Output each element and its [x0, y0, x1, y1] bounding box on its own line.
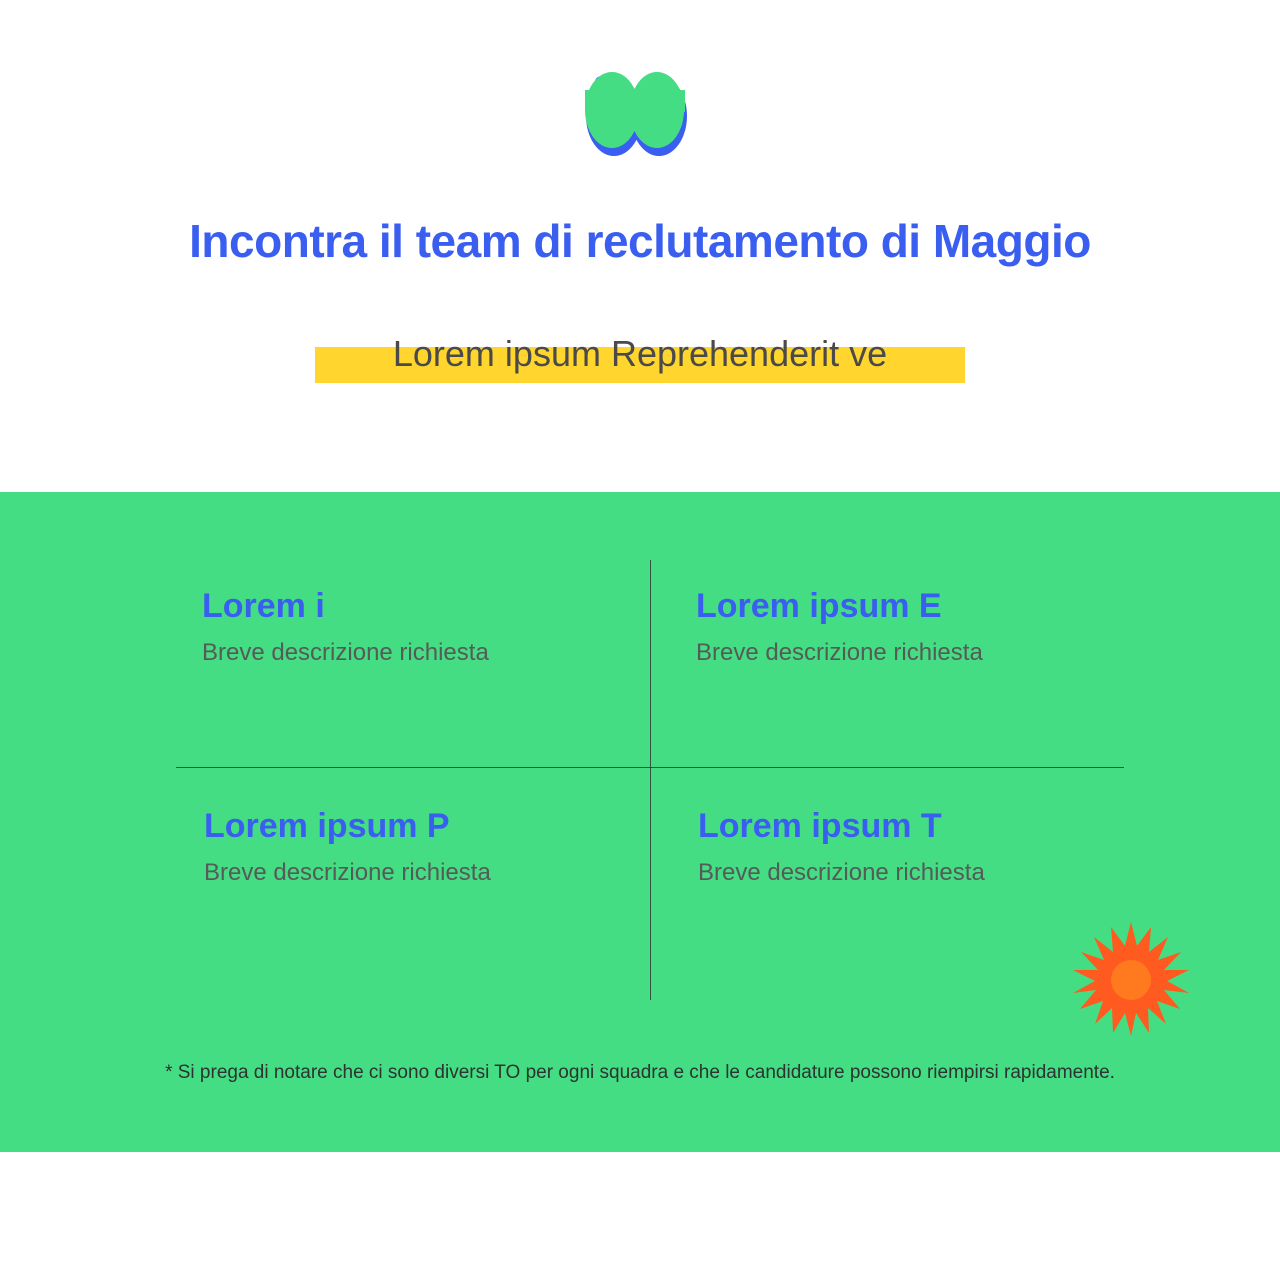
card-description: Breve descrizione richiesta [696, 639, 983, 667]
card-item[interactable] [698, 808, 1128, 888]
card-description: Breve descrizione richiesta [698, 859, 985, 887]
starburst-icon [1072, 920, 1190, 1038]
card-description: Breve descrizione richiesta [204, 859, 491, 887]
header [0, 0, 1280, 492]
card-item[interactable] [696, 588, 1126, 668]
grid-divider-vertical [650, 560, 651, 1000]
card-item[interactable] [202, 588, 632, 668]
grid-divider-horizontal [176, 767, 1124, 768]
footnote: * Si prega di notare che ci sono diversi TO per ogni squadra e che le candidature possono riempirsi rapidamente. [165, 1062, 1115, 1083]
content-panel [0, 492, 1280, 1152]
page-subtitle: Lorem ipsum Reprehenderit ve [392, 333, 888, 375]
card-title: Lorem ipsum T [698, 807, 942, 845]
maggio-logo-icon [575, 66, 705, 170]
card-title: Lorem i [202, 587, 325, 625]
subtitle-container [393, 333, 887, 375]
card-title: Lorem ipsum P [204, 807, 450, 845]
card-grid [176, 560, 1124, 1000]
card-item[interactable] [204, 808, 634, 888]
card-title: Lorem ipsum E [696, 587, 942, 625]
card-description: Breve descrizione richiesta [202, 639, 489, 667]
page-title: Incontra il team di reclutamento di Maggio [189, 215, 1091, 267]
